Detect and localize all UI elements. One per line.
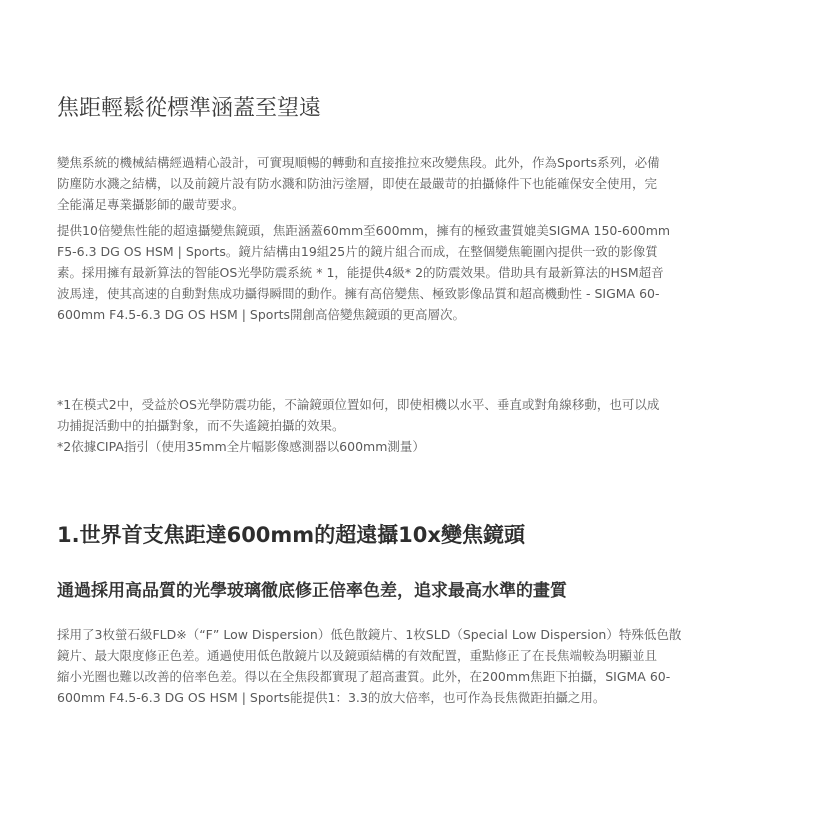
body-line: 600mm F4.5-6.3 DG OS HSM | Sports開創高倍變焦鏡頭的更高層次。 bbox=[57, 307, 465, 322]
body-paragraph bbox=[57, 220, 769, 325]
feature-paragraph bbox=[57, 624, 769, 708]
feature-line: 600mm F4.5-6.3 DG OS HSM | Sports能提供1：3.3的放大倍率，也可作為長焦微距拍攝之用。 bbox=[57, 690, 606, 705]
body-line: F5-6.3 DG OS HSM | Sports。鏡片結構由19組25片的鏡片組合而成，在整個變焦範圍內提供一致的影像質 bbox=[57, 244, 658, 259]
feature-heading: 1.世界首支焦距達600mm的超遠攝10x變焦鏡頭 bbox=[57, 523, 525, 547]
footnote-line: *1在模式2中，受益於OS光學防震功能，不論鏡頭位置如何，即使相機以水平、垂直或對角線移動，也可以成 bbox=[57, 397, 660, 412]
footnote-line: 功捕捉活動中的拍攝對象，而不失遙鏡拍攝的效果。 bbox=[57, 418, 345, 433]
body-line: 波馬達，使其高速的自動對焦成功攝得瞬間的動作。擁有高倍變焦、極致影像品質和超高機動性 - SIGMA 60- bbox=[57, 286, 660, 301]
intro-line: 變焦系統的機械結構經過精心設計，可實現順暢的轉動和直接推拉來改變焦段。此外，作為Sports系列，必備 bbox=[57, 155, 660, 170]
body-line: 提供10倍變焦性能的超遠攝變焦鏡頭，焦距涵蓋60mm至600mm，擁有的極致畫質媲美SIGMA 150-600mm bbox=[57, 223, 671, 238]
footnote-line: *2依據CIPA指引（使用35mm全片幅影像感測器以600mm測量） bbox=[57, 439, 425, 454]
intro-line: 防塵防水濺之結構，以及前鏡片設有防水濺和防油污塗層，即使在最嚴苛的拍攝條件下也能確保安全使用，完 bbox=[57, 176, 658, 191]
body-line: 素。採用擁有最新算法的智能OS光學防震系統 * 1，能提供4級* 2的防震效果。借助具有最新算法的HSM超音 bbox=[57, 265, 664, 280]
intro-paragraph bbox=[57, 152, 769, 215]
section-title: 焦距輕鬆從標準涵蓋至望遠 bbox=[57, 96, 322, 121]
intro-line: 全能滿足專業攝影師的嚴苛要求。 bbox=[57, 197, 245, 212]
feature-line: 採用了3枚螢石級FLD※（“F” Low Dispersion）低色散鏡片、1枚SLD（Special Low Dispersion）特殊低色散 bbox=[57, 627, 682, 642]
feature-subheading: 通過採用高品質的光學玻璃徹底修正倍率色差，追求最高水準的畫質 bbox=[57, 581, 567, 601]
footnotes bbox=[57, 394, 769, 457]
feature-line: 鏡片、最大限度修正色差。通過使用低色散鏡片以及鏡頭結構的有效配置，重點修正了在長焦端較為明顯並且 bbox=[57, 648, 658, 663]
feature-line: 縮小光圈也難以改善的倍率色差。得以在全焦段都實現了超高畫質。此外，在200mm焦距下拍攝，SIGMA 60- bbox=[57, 669, 671, 684]
